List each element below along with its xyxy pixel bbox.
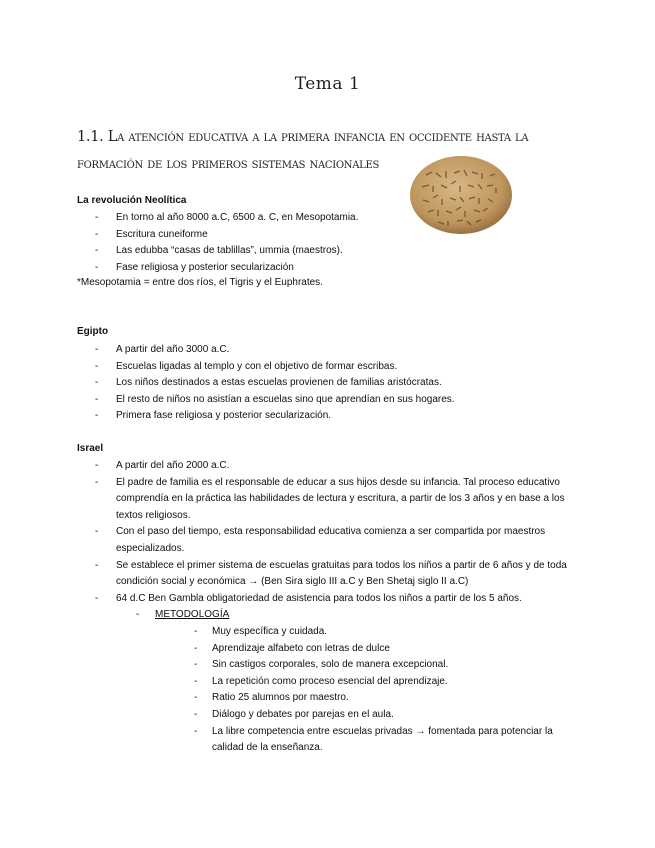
- list-item: - Diálogo y debates por parejas en el aula.: [192, 707, 582, 724]
- list-item: - Con el paso del tiempo, esta responsabilidad educativa comienza a ser compartida por maestros especializados.: [93, 524, 588, 557]
- egipto-list: [93, 342, 588, 425]
- list-item: - A partir del año 2000 a.C.: [93, 458, 588, 475]
- list-item: [93, 591, 588, 757]
- section-title-egipto: Egipto: [77, 326, 109, 337]
- page-title: Tema 1: [294, 74, 361, 94]
- neolitica-list: [93, 210, 588, 276]
- list-item: - Primera fase religiosa y posterior secularización.: [93, 408, 588, 425]
- list-item: - El resto de niños no asistían a escuelas sino que aprendían en sus hogares.: [93, 392, 588, 409]
- metodologia-list: [134, 607, 606, 756]
- metodologia-label: METODOLOGÍA: [155, 609, 230, 621]
- list-item: - Muy específica y cuidada.: [192, 624, 582, 641]
- list-item: - Ratio 25 alumnos por maestro.: [192, 690, 582, 707]
- list-item: - La repetición como proceso esencial del aprendizaje.: [192, 674, 582, 691]
- israel-list: [93, 458, 588, 757]
- list-item: - Escuelas ligadas al templo y con el objetivo de formar escribas.: [93, 359, 588, 376]
- mesopotamia-note: *Mesopotamia = entre dos ríos, el Tigris y el Euphrates.: [77, 277, 323, 288]
- list-item: - Aprendizaje alfabeto con letras de dulce: [192, 641, 582, 658]
- list-item-text: 64 d.C Ben Gambla obligatoriedad de asistencia para todos los niños a partir de los 5 años.: [116, 592, 522, 604]
- section-heading: 1.1. La atención educativa a la primera infancia en occidente hasta la formación de los primeros sistemas nacionales: [77, 129, 529, 172]
- metodologia-items: [192, 624, 582, 757]
- list-item: - Se establece el primer sistema de escuelas gratuitas para todos los niños a partir de 6 años y de toda condición social y económica → (Ben Sira siglo III a.C y Ben Shetaj siglo II a.C): [93, 558, 588, 591]
- section-title-israel: Israel: [77, 443, 104, 454]
- list-item: - Escritura cuneiforme: [93, 227, 588, 244]
- list-item: - Fase religiosa y posterior secularización: [93, 260, 588, 277]
- list-item: - Las edubba “casas de tablillas”, ummia (maestros).: [93, 243, 588, 260]
- list-item: - El padre de familia es el responsable de educar a sus hijos desde su infancia. Tal proceso educativo comprendía en la práctica las habilidades de lectura y escritura, a partir de los 3 años y en base a los textos religiosos.: [93, 475, 588, 525]
- list-item: - A partir del año 3000 a.C.: [93, 342, 588, 359]
- section-title-neolitica: La revolución Neolítica: [77, 195, 187, 206]
- list-item: - La libre competencia entre escuelas privadas → fomentada para potenciar la calidad de la enseñanza.: [192, 724, 582, 757]
- list-item: - En torno al año 8000 a.C, 6500 a. C, en Mesopotamia.: [93, 210, 588, 227]
- list-item: - Sin castigos corporales, solo de manera excepcional.: [192, 657, 582, 674]
- list-item: - Los niños destinados a estas escuelas provienen de familias aristócratas.: [93, 375, 588, 392]
- metodologia-heading: [134, 607, 606, 756]
